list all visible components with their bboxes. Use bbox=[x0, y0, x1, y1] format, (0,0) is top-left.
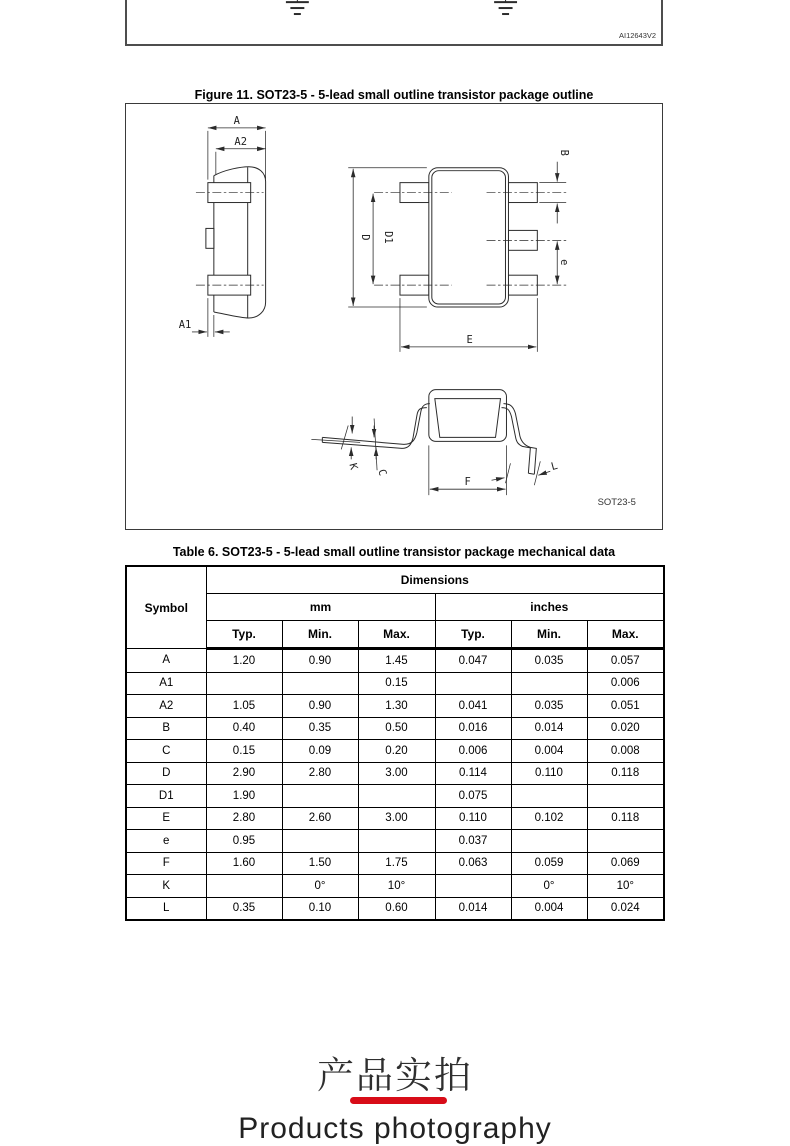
col-header-typ-mm: Typ. bbox=[206, 621, 282, 649]
value-cell: 0.014 bbox=[511, 717, 587, 740]
table-row bbox=[126, 830, 664, 853]
value-cell: 10° bbox=[587, 875, 664, 898]
symbol-cell: A1 bbox=[126, 672, 206, 695]
value-cell: 0.09 bbox=[282, 740, 358, 763]
symbol-cell: D1 bbox=[126, 785, 206, 808]
value-cell bbox=[282, 672, 358, 695]
col-header-inches: inches bbox=[435, 594, 664, 621]
table-row bbox=[126, 762, 664, 785]
value-cell bbox=[282, 785, 358, 808]
symbol-cell: e bbox=[126, 830, 206, 853]
value-cell: 0.110 bbox=[435, 807, 511, 830]
table-row bbox=[126, 875, 664, 898]
schematic-fragment bbox=[127, 0, 663, 44]
dim-label-E: E bbox=[466, 333, 473, 346]
value-cell: 2.80 bbox=[206, 807, 282, 830]
value-cell: 0.90 bbox=[282, 649, 358, 673]
value-cell: 1.60 bbox=[206, 852, 282, 875]
value-cell bbox=[282, 830, 358, 853]
symbol-cell: K bbox=[126, 875, 206, 898]
value-cell: 2.60 bbox=[282, 807, 358, 830]
value-cell bbox=[358, 785, 435, 808]
table-row bbox=[126, 807, 664, 830]
value-cell: 0.047 bbox=[435, 649, 511, 673]
dim-label-b: B bbox=[558, 149, 571, 156]
value-cell: 0.10 bbox=[282, 897, 358, 920]
symbol-cell: C bbox=[126, 740, 206, 763]
ground-symbol-icon bbox=[494, 0, 517, 14]
value-cell: 0.114 bbox=[435, 762, 511, 785]
value-cell bbox=[206, 672, 282, 695]
dim-label-f: F bbox=[464, 476, 471, 489]
col-header-symbol: Symbol bbox=[126, 566, 206, 649]
col-header-typ-in: Typ. bbox=[435, 621, 511, 649]
value-cell: 0.118 bbox=[587, 762, 664, 785]
value-cell: 0.037 bbox=[435, 830, 511, 853]
value-cell: 0.041 bbox=[435, 695, 511, 718]
value-cell: 0.014 bbox=[435, 897, 511, 920]
dim-label-e: e bbox=[558, 259, 571, 266]
value-cell: 1.90 bbox=[206, 785, 282, 808]
value-cell: 0.020 bbox=[587, 717, 664, 740]
value-cell: 0.008 bbox=[587, 740, 664, 763]
dim-label-l: L bbox=[549, 459, 560, 473]
value-cell bbox=[511, 785, 587, 808]
value-cell: 3.00 bbox=[358, 762, 435, 785]
table-row bbox=[126, 649, 664, 673]
dim-label-d: D bbox=[359, 234, 372, 241]
symbol-cell: L bbox=[126, 897, 206, 920]
value-cell: 1.45 bbox=[358, 649, 435, 673]
col-header-min-in: Min. bbox=[511, 621, 587, 649]
value-cell: 2.80 bbox=[282, 762, 358, 785]
value-cell: 0.006 bbox=[587, 672, 664, 695]
ground-symbol-icon bbox=[286, 0, 309, 14]
heading-underline bbox=[350, 1097, 447, 1104]
table-row bbox=[126, 695, 664, 718]
value-cell: 0.35 bbox=[282, 717, 358, 740]
value-cell: 3.00 bbox=[358, 807, 435, 830]
value-cell: 0.35 bbox=[206, 897, 282, 920]
dim-label-c: C bbox=[375, 467, 389, 478]
col-header-mm: mm bbox=[206, 594, 435, 621]
value-cell: 0.110 bbox=[511, 762, 587, 785]
dim-label-a1: A1 bbox=[178, 318, 192, 331]
value-cell: 0.069 bbox=[587, 852, 664, 875]
top-view bbox=[348, 150, 570, 352]
value-cell: 0.60 bbox=[358, 897, 435, 920]
value-cell: 0.102 bbox=[511, 807, 587, 830]
value-cell: 0.40 bbox=[206, 717, 282, 740]
value-cell: 0.057 bbox=[587, 649, 664, 673]
value-cell: 0° bbox=[282, 875, 358, 898]
mechanical-data-table bbox=[125, 565, 665, 921]
value-cell: 0° bbox=[511, 875, 587, 898]
value-cell: 0.50 bbox=[358, 717, 435, 740]
value-cell: 1.30 bbox=[358, 695, 435, 718]
col-header-min-mm: Min. bbox=[282, 621, 358, 649]
value-cell: 0.051 bbox=[587, 695, 664, 718]
value-cell: 0.016 bbox=[435, 717, 511, 740]
value-cell: 0.95 bbox=[206, 830, 282, 853]
table-row bbox=[126, 785, 664, 808]
value-cell: 1.20 bbox=[206, 649, 282, 673]
value-cell bbox=[587, 830, 664, 853]
value-cell: 1.50 bbox=[282, 852, 358, 875]
value-cell bbox=[511, 672, 587, 695]
table-body bbox=[126, 649, 664, 921]
package-name-label: SOT23-5 bbox=[597, 497, 636, 509]
value-cell bbox=[435, 875, 511, 898]
symbol-cell: B bbox=[126, 717, 206, 740]
value-cell: 0.035 bbox=[511, 649, 587, 673]
table-title: Table 6. SOT23-5 - 5-lead small outline transistor package mechanical data bbox=[172, 545, 616, 559]
table-row bbox=[126, 672, 664, 695]
symbol-cell: A2 bbox=[126, 695, 206, 718]
side-view bbox=[179, 115, 266, 337]
value-cell: 0.006 bbox=[435, 740, 511, 763]
col-header-max-mm: Max. bbox=[358, 621, 435, 649]
value-cell: 0.035 bbox=[511, 695, 587, 718]
value-cell: 0.90 bbox=[282, 695, 358, 718]
dim-label-a2: A2 bbox=[234, 135, 248, 148]
value-cell: 0.063 bbox=[435, 852, 511, 875]
value-cell: 0.20 bbox=[358, 740, 435, 763]
profile-view bbox=[311, 390, 559, 496]
col-header-max-in: Max. bbox=[587, 621, 664, 649]
product-photos-heading-cn: 产品实拍 bbox=[317, 1055, 473, 1096]
symbol-cell: A bbox=[126, 649, 206, 673]
value-cell: 2.90 bbox=[206, 762, 282, 785]
outline-drawing-svg bbox=[126, 104, 662, 529]
previous-figure-box bbox=[125, 0, 663, 46]
value-cell: 0.075 bbox=[435, 785, 511, 808]
symbol-cell: F bbox=[126, 852, 206, 875]
value-cell bbox=[435, 672, 511, 695]
figure-code-label: AI12643V2 bbox=[619, 30, 657, 40]
dim-label-d1: D1 bbox=[382, 231, 395, 244]
product-photos-heading-en: Products photography bbox=[238, 1112, 552, 1145]
table-row bbox=[126, 717, 664, 740]
table-row bbox=[126, 740, 664, 763]
value-cell: 0.004 bbox=[511, 740, 587, 763]
value-cell: 0.15 bbox=[206, 740, 282, 763]
value-cell: 0.024 bbox=[587, 897, 664, 920]
value-cell: 10° bbox=[358, 875, 435, 898]
value-cell bbox=[511, 830, 587, 853]
value-cell: 0.059 bbox=[511, 852, 587, 875]
symbol-cell: D bbox=[126, 762, 206, 785]
value-cell: 0.15 bbox=[358, 672, 435, 695]
value-cell: 0.118 bbox=[587, 807, 664, 830]
col-header-dimensions: Dimensions bbox=[206, 566, 664, 594]
value-cell: 1.75 bbox=[358, 852, 435, 875]
value-cell bbox=[206, 875, 282, 898]
value-cell bbox=[358, 830, 435, 853]
figure-title: Figure 11. SOT23-5 - 5-lead small outline transistor package outline bbox=[194, 88, 594, 102]
value-cell: 0.004 bbox=[511, 897, 587, 920]
package-outline-figure bbox=[125, 103, 663, 530]
value-cell: 1.05 bbox=[206, 695, 282, 718]
dim-label-k: K bbox=[346, 461, 360, 472]
dim-label-a: A bbox=[233, 114, 240, 127]
symbol-cell: E bbox=[126, 807, 206, 830]
table-row bbox=[126, 897, 664, 920]
table-row bbox=[126, 852, 664, 875]
value-cell bbox=[587, 785, 664, 808]
